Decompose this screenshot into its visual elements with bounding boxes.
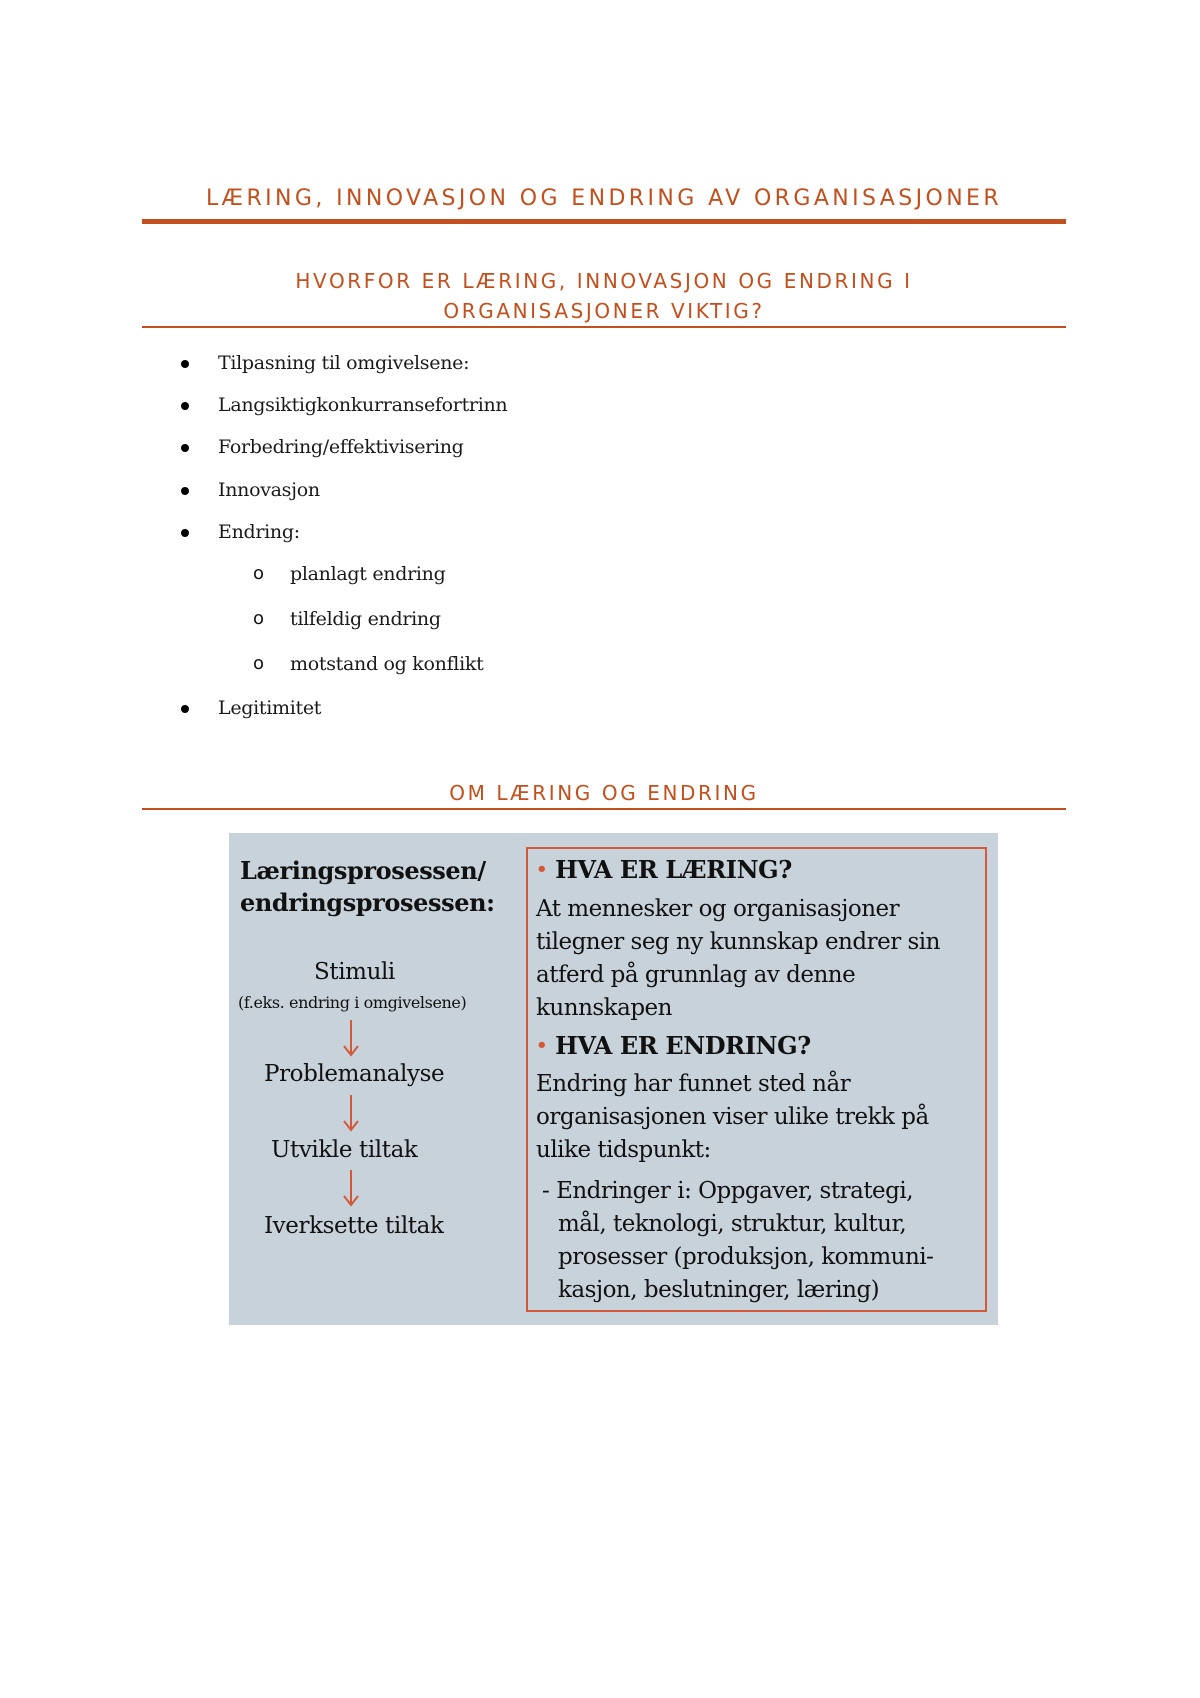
list-item-text: Legitimitet [218, 697, 322, 719]
sub-list-item-text: tilfeldig endring [290, 608, 441, 630]
section1-rule [142, 326, 1066, 328]
step-problemanalyse: Problemanalyse [264, 1061, 445, 1087]
bullet-dot [181, 529, 189, 537]
question-laering [536, 855, 792, 884]
process-title-line2: endringsprosessen: [240, 888, 495, 917]
down-arrow-icon [342, 1170, 360, 1208]
process-title-line1: Læringsprosessen/ [240, 856, 486, 885]
list-item-text: Langsiktigkonkurransefortrinn [218, 394, 508, 416]
bullet-dot [181, 402, 189, 410]
learning-change-figure [229, 833, 998, 1325]
change-areas-line: kasjon, beslutninger, læring) [558, 1277, 880, 1303]
stimuli-note: (f.eks. endring i omgivelsene) [238, 993, 467, 1012]
down-arrow-icon [342, 1020, 360, 1058]
bullet-icon: • [536, 1035, 548, 1056]
bullet-dot [181, 487, 189, 495]
sub-list-item-text: planlagt endring [290, 563, 446, 585]
definitions-box [526, 847, 987, 1312]
section2-rule [142, 808, 1066, 810]
answer-laering-line: At mennesker og organisasjoner [536, 896, 900, 922]
question-laering-text: HVA ER LÆRING? [555, 855, 792, 884]
answer-laering [536, 893, 940, 1025]
list-item-text: Innovasjon [218, 479, 320, 501]
change-areas-line: mål, teknologi, struktur, kultur, [558, 1211, 907, 1237]
change-areas-line: - Endringer i: Oppgaver, strategi, [542, 1178, 914, 1204]
list-item-text: Forbedring/effektivisering [218, 436, 464, 458]
list-item-text: Endring: [218, 521, 300, 543]
bullet-dot [181, 705, 189, 713]
sub-bullet-marker: o [253, 608, 264, 629]
sub-bullet-marker: o [253, 653, 264, 674]
bullet-dot [181, 360, 189, 368]
bullet-icon: • [536, 859, 548, 880]
change-areas-line: prosesser (produksjon, kommuni- [558, 1244, 934, 1270]
answer-endring-line: organisasjonen viser ulike trekk på [536, 1104, 929, 1130]
question-endring [536, 1031, 811, 1060]
question-endring-text: HVA ER ENDRING? [555, 1031, 811, 1060]
document-title: LÆRING, INNOVASJON OG ENDRING AV ORGANISASJONER [205, 186, 1003, 211]
answer-laering-line: tilegner seg ny kunnskap endrer sin [536, 929, 940, 955]
section1-heading-line2: ORGANISASJONER VIKTIG? [443, 299, 765, 323]
change-areas [542, 1175, 933, 1307]
step-utvikle-tiltak: Utvikle tiltak [271, 1137, 418, 1163]
section1-heading [142, 266, 1066, 326]
answer-endring [536, 1068, 929, 1167]
section1-heading-line1: HVORFOR ER LÆRING, INNOVASJON OG ENDRING I [295, 269, 913, 293]
step-stimuli: Stimuli [314, 959, 395, 985]
step-iverksette-tiltak: Iverksette tiltak [264, 1213, 444, 1239]
process-title [240, 855, 495, 919]
answer-laering-line: atferd på grunnlag av denne [536, 962, 856, 988]
answer-endring-line: Endring har funnet sted når [536, 1071, 851, 1097]
sub-bullet-marker: o [253, 563, 264, 584]
bullet-dot [181, 444, 189, 452]
down-arrow-icon [342, 1095, 360, 1133]
answer-laering-line: kunnskapen [536, 995, 672, 1021]
answer-endring-line: ulike tidspunkt: [536, 1137, 711, 1163]
list-item-text: Tilpasning til omgivelsene: [218, 352, 470, 374]
title-rule [142, 219, 1066, 224]
section2-heading: OM LÆRING OG ENDRING [449, 781, 759, 805]
sub-list-item-text: motstand og konflikt [290, 653, 484, 675]
